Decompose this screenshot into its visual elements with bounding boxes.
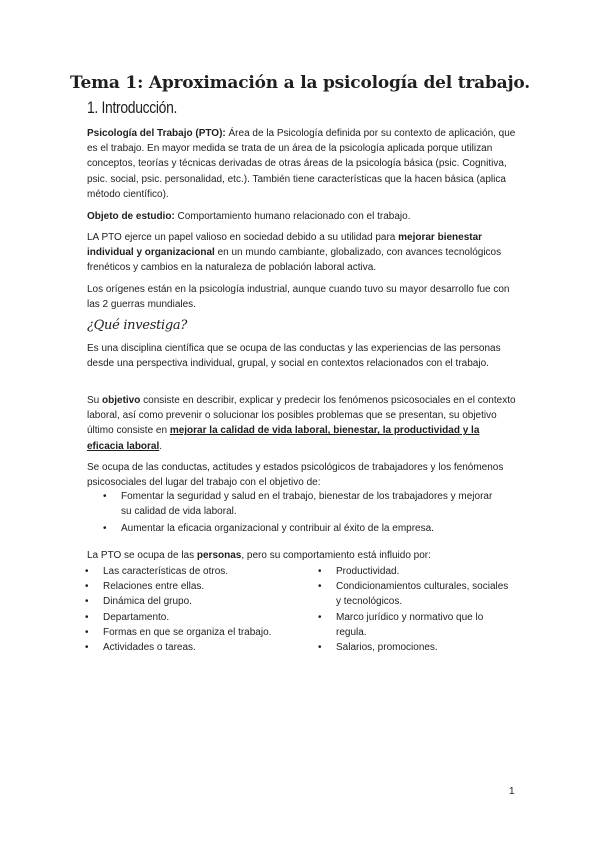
objective-text-e: . (159, 440, 163, 452)
paragraph-role (87, 230, 517, 276)
list-item: • Fomentar la seguridad y salud en el trabajo, bienestar de los trabajadores y mejorar su calidad de vida laboral. (121, 489, 501, 519)
term-pto: Psicología del Trabajo (PTO): (87, 128, 226, 139)
paragraph-origins: Los orígenes están en la psicología industrial, aunque cuando tuvo su mayor desarrollo fue con las 2 guerras mundiales. (87, 284, 510, 311)
influences-left-list (103, 564, 303, 655)
definition-text: Área de la Psicología definida por su contexto de aplicación, que es el trabajo. En mayor medida se trata de un área de la psicología aplicada porque utilizan conceptos, teorías y técnicas derivadas de otras áreas de la psicología básica (psic. Cognitiva, psic. social, psic. personalidad, etc.). También tiene características que la hacen básica (aplica método científico). (87, 128, 516, 200)
section-heading: 1. Introducción. (87, 98, 178, 117)
influences-right-list (336, 564, 511, 655)
role-text-c: en un mundo cambiante, globalizado, con avances tecnológicos frenéticos y cambios en la naturaleza de población laboral activa. (87, 247, 502, 274)
objective-term: objetivo (102, 395, 141, 406)
list-item: • Aumentar la eficacia organizacional y contribuir al éxito de la empresa. (121, 521, 501, 536)
list-item: • Productividad. (336, 564, 511, 579)
people-text-a: La PTO se ocupa de las (87, 550, 197, 561)
list-item: • Salarios, promociones. (336, 640, 511, 655)
paragraph-definition (87, 126, 517, 202)
object-text: Comportamiento humano relacionado con el trabajo. (174, 211, 411, 222)
objective-text-c: consiste en describir, explicar y predecir los fenómenos psicosociales en el contexto laboral, así como prevenir o solucionar los posibles problemas que se presentan, su objetivo último consiste en (87, 395, 516, 437)
list-item: • Condicionamientos culturales, sociales y tecnológicos. (336, 579, 511, 609)
paragraph-discipline: Es una disciplina científica que se ocupa de las conductas y las experiencias de las personas desde una perspectiva individual, grupal, y social en contextos relacionados con el trabajo. (87, 343, 501, 370)
role-text-a: LA PTO ejerce un papel valioso en sociedad debido a su utilidad para (87, 232, 399, 243)
list-item: • Dinámica del grupo. (103, 594, 303, 609)
list-item: • Departamento. (103, 610, 303, 625)
paragraph-object (87, 209, 517, 224)
list-item: • Las características de otros. (103, 564, 303, 579)
role-highlight: mejorar bienestar individual y organizacional (87, 232, 483, 259)
list-item: • Formas en que se organiza el trabajo. (103, 625, 303, 640)
goals-list (121, 489, 501, 537)
document-title: Tema 1: Aproximación a la psicología del trabajo. (70, 73, 530, 93)
term-object: Objeto de estudio: (87, 211, 175, 222)
list-item: • Relaciones entre ellas. (103, 579, 303, 594)
paragraph-objective (87, 393, 517, 454)
page-number: 1 (509, 786, 515, 797)
people-text-c: , pero su comportamiento está influido por: (241, 550, 431, 561)
objective-goal: mejorar la calidad de vida laboral, bienestar, la productividad y la eficacia laboral (87, 425, 480, 452)
paragraph-conduct: Se ocupa de las conductas, actitudes y estados psicológicos de trabajadores y los fenómenos psicosociales del lugar del trabajo con el objetivo de: (87, 462, 504, 489)
people-term: personas (196, 550, 242, 561)
subsection-heading: ¿Qué investiga? (87, 318, 187, 333)
list-item: • Marco jurídico y normativo que lo regula. (336, 610, 511, 640)
list-item: • Actividades o tareas. (103, 640, 303, 655)
paragraph-people (87, 548, 517, 563)
objective-text-a: Su (87, 395, 103, 406)
